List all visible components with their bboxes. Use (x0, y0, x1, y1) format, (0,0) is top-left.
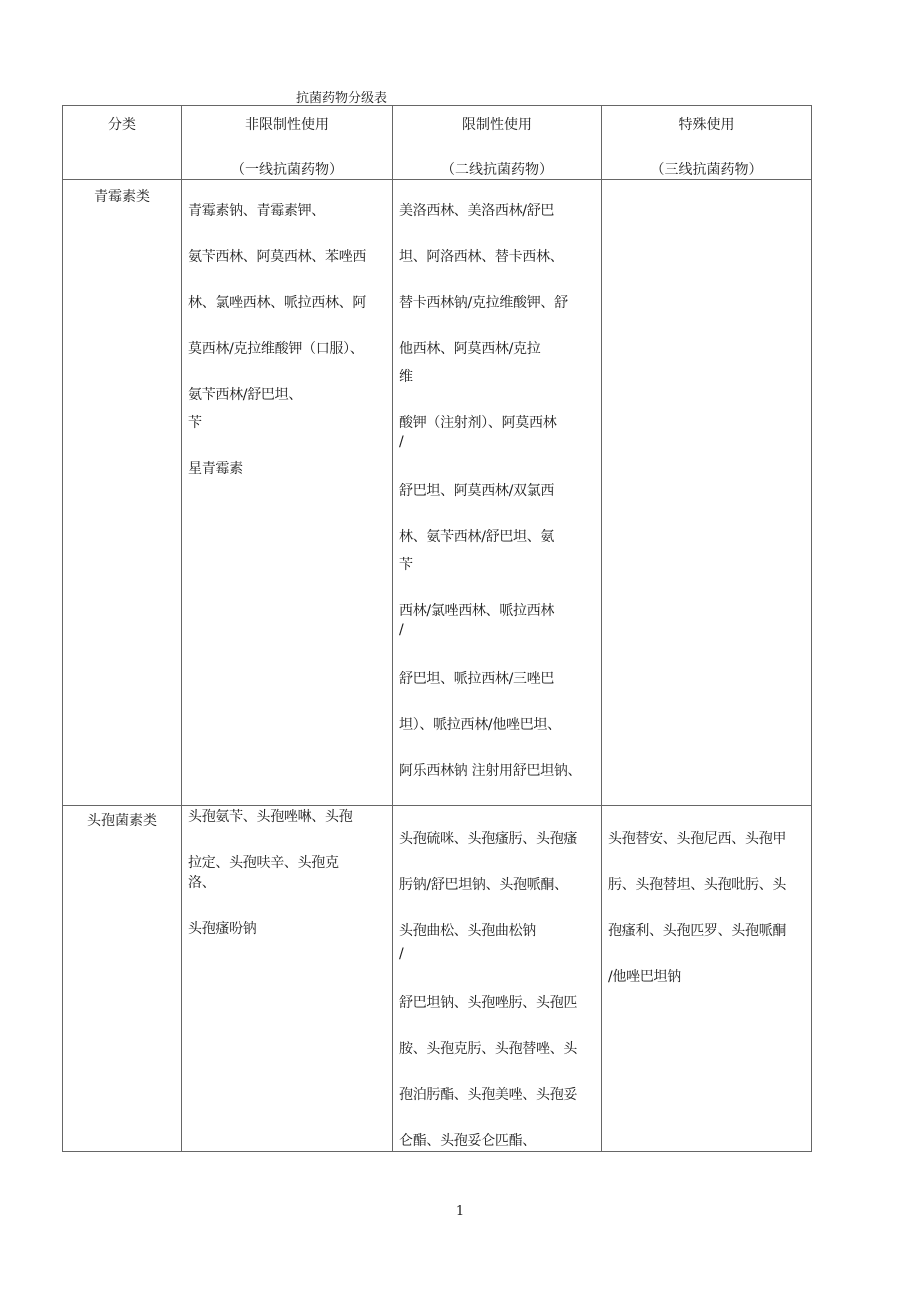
drug-list-line: 头孢氨苄、头孢唑啉、头孢 (188, 809, 353, 825)
drug-list-line: 头孢瘙吩钠 (188, 921, 257, 937)
drug-list-line: 拉定、头孢呋辛、头孢克 (188, 855, 339, 871)
header-special: 特殊使用 （三线抗菌药物） (602, 106, 812, 180)
drug-list-line: 林、氯唑西林、哌拉西林、阿 (188, 295, 367, 311)
drug-list-line: 洛、 (188, 875, 216, 891)
penicillins-restricted-cell (393, 180, 602, 806)
drug-list-line: 胺、头孢克肟、头孢替唑、头 (399, 1041, 578, 1057)
header-restricted: 限制性使用 （二线抗菌药物） (393, 106, 602, 180)
drug-list-line: 舒巴坦、哌拉西林/三唑巴 (399, 671, 555, 687)
drug-list-line: 肟、头孢替坦、头孢吡肟、头 (608, 877, 787, 893)
drug-list-line: 美洛西林、美洛西林/舒巴 (399, 203, 555, 219)
drug-list-line: 替卡西林钠/克拉维酸钾、舒 (399, 295, 568, 311)
drug-list-line: 坦、阿洛西林、替卡西林、 (399, 249, 564, 265)
penicillins-special-cell (602, 180, 812, 806)
cephalosporins-restricted-cell (393, 806, 602, 1152)
drug-list-line: /他唑巴坦钠 (608, 969, 681, 985)
header-row (63, 106, 812, 180)
drug-list-line: 星青霉素 (188, 461, 243, 477)
cephalosporins-special-cell (602, 806, 812, 1152)
header-category: 分类 (63, 106, 182, 180)
drug-list-line: 氨苄西林、阿莫西林、苯唑西 (188, 249, 367, 265)
drug-list-line: / (399, 434, 404, 450)
row-cephalosporins (63, 806, 812, 1152)
drug-list-line: 苄 (188, 415, 202, 431)
drug-list-line: 头孢硫咪、头孢瘙肟、头孢瘙 (399, 831, 578, 847)
page-number: 1 (455, 1204, 465, 1219)
drug-list-line: / (399, 946, 404, 962)
drug-list-line: 头孢替安、头孢尼西、头孢甲 (608, 831, 787, 847)
drug-list-line: 舒巴坦、阿莫西林/双氯西 (399, 483, 555, 499)
drug-list-line: 青霉素钠、青霉素钾、 (188, 203, 325, 219)
penicillins-unrestricted-cell (182, 180, 393, 806)
drug-list-line: 仑酯、头孢妥仑匹酯、 (399, 1133, 536, 1149)
drug-list-line: 西林/氯唑西林、哌拉西林 (399, 603, 555, 619)
category-penicillins: 青霉素类 (63, 180, 182, 806)
drug-list-line: 肟钠/舒巴坦钠、头孢哌酮、 (399, 877, 568, 893)
category-cephalosporins: 头孢菌素类 (63, 806, 182, 1152)
drug-list-line: 阿乐西林钠 注射用舒巴坦钠、 (399, 763, 582, 779)
drug-list-line: 苄 (399, 557, 413, 573)
drug-list-line: 头孢曲松、头孢曲松钠 (399, 923, 536, 939)
drug-list-line: 林、氨苄西林/舒巴坦、氨 (399, 529, 555, 545)
document-title: 抗菌药物分级表 (296, 91, 388, 106)
drug-list-line: 孢瘙利、头孢匹罗、头孢哌酮 (608, 923, 787, 939)
cephalosporins-unrestricted-cell (182, 806, 393, 1152)
drug-list-line: 舒巴坦钠、头孢唑肟、头孢匹 (399, 995, 578, 1011)
drug-list-line: 他西林、阿莫西林/克拉 (399, 341, 541, 357)
drug-list-line: 坦）、哌拉西林/他唑巴坦、 (399, 717, 561, 733)
drug-list-line: 氨苄西林/舒巴坦、 (188, 387, 303, 403)
drug-list-line: 莫西林/克拉维酸钾（口服）、 (188, 341, 364, 357)
drug-list-line: 酸钾（注射剂）、阿莫西林 (399, 415, 557, 431)
drug-list-line: 孢泊肟酯、头孢美唑、头孢妥 (399, 1087, 578, 1103)
drug-list-line: 维 (399, 369, 413, 385)
drug-list-line: / (399, 622, 404, 638)
antibiotic-classification-table (62, 105, 812, 1152)
row-penicillins (63, 180, 812, 806)
header-unrestricted: 非限制性使用 （一线抗菌药物） (182, 106, 393, 180)
